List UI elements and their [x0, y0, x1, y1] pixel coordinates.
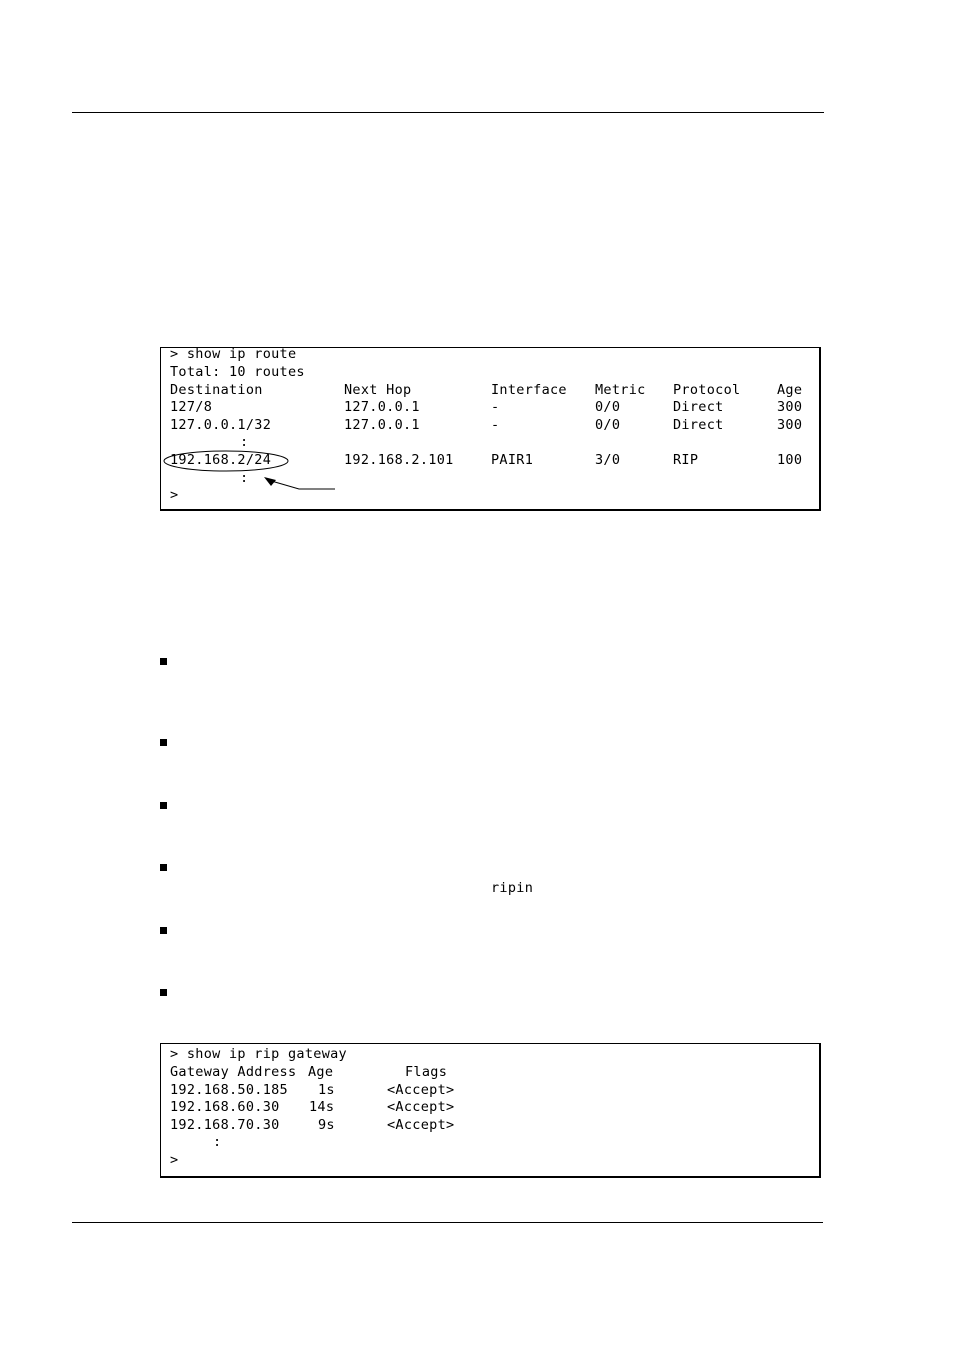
- route-row-1-interface: -: [491, 399, 500, 415]
- route-command: > show ip route: [170, 346, 297, 362]
- route-row-3-destination: 192.168.2/24: [170, 452, 272, 468]
- gateway-prompt: >: [170, 1152, 179, 1168]
- bullet-marker: [160, 989, 167, 996]
- route-row-1-age: 300: [777, 399, 803, 415]
- gateway-header-flags: Flags: [405, 1064, 448, 1080]
- route-header-next-hop: Next Hop: [344, 382, 412, 398]
- route-row-2-interface: -: [491, 417, 500, 433]
- route-ellipsis-2: :: [240, 470, 249, 486]
- route-header-interface: Interface: [491, 382, 567, 398]
- route-row-3-protocol: RIP: [673, 452, 699, 468]
- bullet-marker: [160, 739, 167, 746]
- route-row-1-next-hop: 127.0.0.1: [344, 399, 420, 415]
- route-header-age: Age: [777, 382, 803, 398]
- gateway-header-age: Age: [308, 1064, 334, 1080]
- route-row-2-protocol: Direct: [673, 417, 724, 433]
- route-header-destination: Destination: [170, 382, 263, 398]
- bullet-marker: [160, 802, 167, 809]
- route-header-metric: Metric: [595, 382, 646, 398]
- route-row-3-next-hop: 192.168.2.101: [344, 452, 454, 468]
- gateway-header-address: Gateway Address: [170, 1064, 297, 1080]
- callout-arrow-head: [264, 477, 276, 486]
- route-row-2-destination: 127.0.0.1/32: [170, 417, 272, 433]
- gateway-row-3-age: 9s: [318, 1117, 335, 1133]
- rip-route-highlight-ellipse: [164, 451, 288, 471]
- gateway-command: > show ip rip gateway: [170, 1046, 347, 1062]
- route-row-2-metric: 0/0: [595, 417, 621, 433]
- bullet-marker: [160, 927, 167, 934]
- route-row-2-next-hop: 127.0.0.1: [344, 417, 420, 433]
- inline-code-ripin: ripin: [491, 880, 534, 896]
- gateway-row-2-age: 14s: [309, 1099, 335, 1115]
- route-row-3-interface: PAIR1: [491, 452, 534, 468]
- gateway-row-1-address: 192.168.50.185: [170, 1082, 288, 1098]
- route-prompt: >: [170, 487, 179, 503]
- route-row-3-metric: 3/0: [595, 452, 621, 468]
- route-header-protocol: Protocol: [673, 382, 741, 398]
- gateway-row-2-address: 192.168.60.30: [170, 1099, 280, 1115]
- gateway-row-3-address: 192.168.70.30: [170, 1117, 280, 1133]
- route-row-1-protocol: Direct: [673, 399, 724, 415]
- route-row-1-destination: 127/8: [170, 399, 213, 415]
- callout-arrow-line: [268, 480, 335, 489]
- route-total: Total: 10 routes: [170, 364, 305, 380]
- gateway-ellipsis: :: [213, 1134, 222, 1150]
- bullet-marker: [160, 658, 167, 665]
- bullet-marker: [160, 864, 167, 871]
- route-ellipsis-1: :: [240, 434, 249, 450]
- gateway-row-1-flags: <Accept>: [387, 1082, 455, 1098]
- route-row-1-metric: 0/0: [595, 399, 621, 415]
- gateway-row-1-age: 1s: [318, 1082, 335, 1098]
- gateway-row-3-flags: <Accept>: [387, 1117, 455, 1133]
- route-row-3-age: 100: [777, 452, 803, 468]
- route-row-2-age: 300: [777, 417, 803, 433]
- gateway-row-2-flags: <Accept>: [387, 1099, 455, 1115]
